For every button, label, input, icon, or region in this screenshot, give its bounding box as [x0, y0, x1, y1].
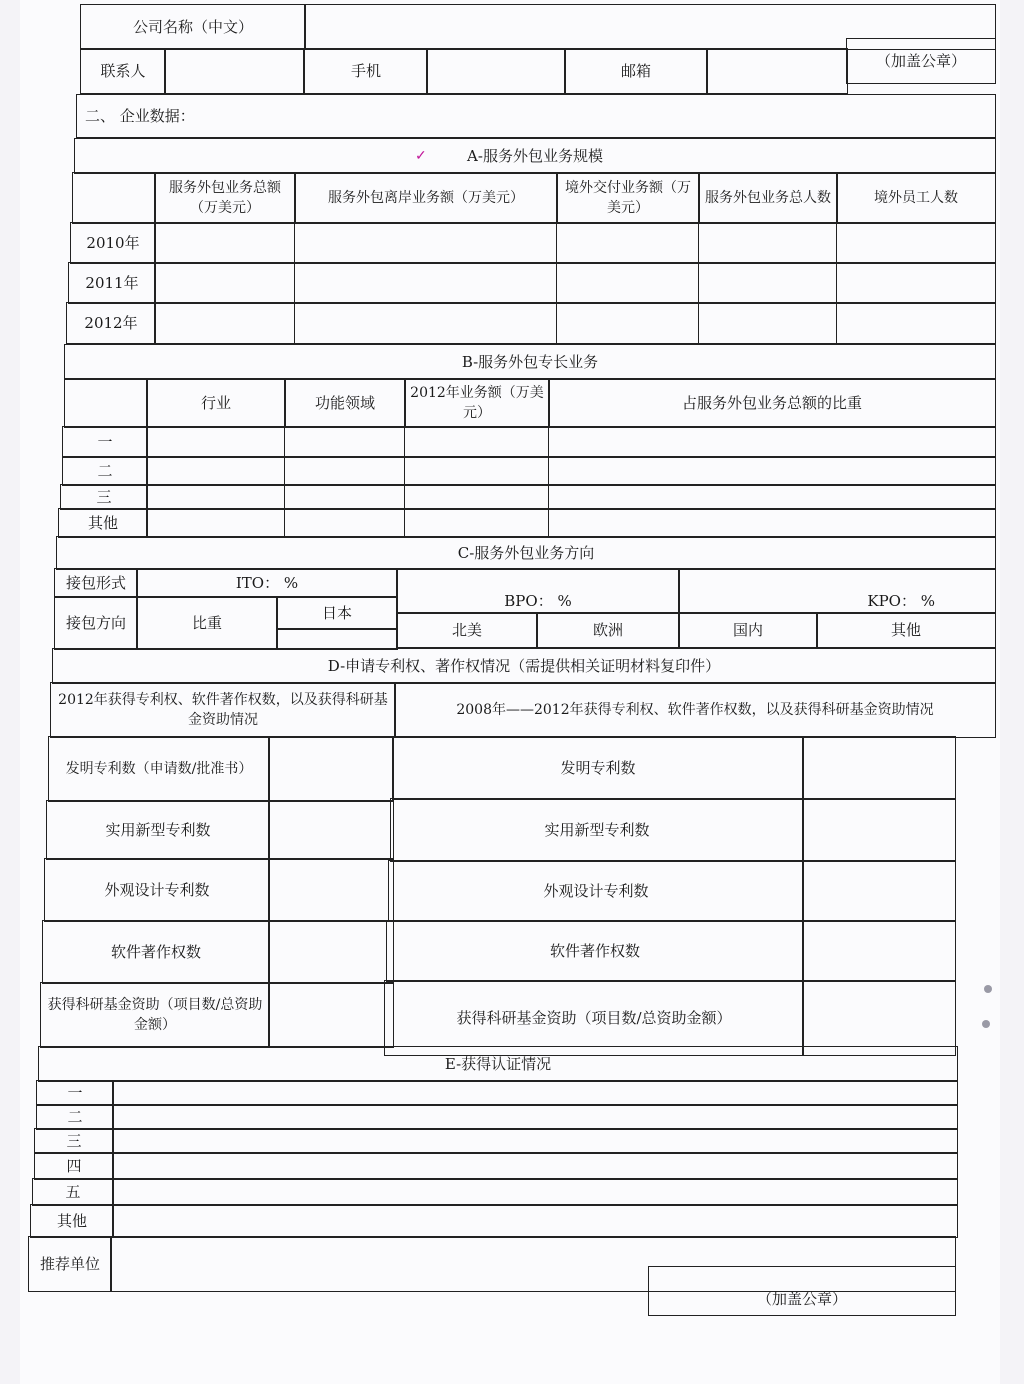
section-a-col-4: 服务外包业务总人数	[698, 172, 838, 224]
section-e-row-1: 一	[36, 1080, 114, 1106]
section-a-col-1: 服务外包业务总额（万美元）	[154, 172, 296, 224]
left-invention-patents-field[interactable]	[268, 736, 394, 802]
contract-form-label: 接包形式	[54, 568, 138, 598]
section-e-row-3-field[interactable]	[112, 1128, 958, 1154]
kpo-field[interactable]	[678, 568, 996, 614]
right-invention-patents-field[interactable]	[802, 736, 956, 800]
section-c-title: C-服务外包业务方向	[56, 536, 996, 570]
binder-hole-mark	[984, 985, 992, 993]
section-b-row-other-fields[interactable]	[146, 508, 996, 538]
section-b-divider-2	[404, 426, 405, 538]
section-e-row-other: 其他	[30, 1204, 114, 1238]
kpo-label: KPO： %	[867, 592, 935, 610]
footer-stamp-note: （加盖公章）	[756, 1290, 847, 1308]
section-b-col-amount: 2012年业务额（万美元）	[404, 378, 550, 428]
contact-label: 联系人	[80, 48, 166, 94]
section-a-col-3: 境外交付业务额（万美元）	[556, 172, 700, 224]
section-e-row-3: 三	[34, 1128, 114, 1154]
form-frame	[20, 0, 1000, 1384]
section-a-corner	[72, 172, 156, 224]
section-d-right-header: 2008年——2012年获得专利权、软件著作权数，以及获得科研基金资助情况	[394, 682, 996, 738]
left-utility-patents-field[interactable]	[268, 800, 394, 860]
section-a-row-2012-fields[interactable]	[154, 302, 996, 344]
section-b-row-3-fields[interactable]	[146, 484, 996, 510]
region-north-america: 北美	[396, 612, 538, 648]
left-research-funding-field[interactable]	[268, 982, 394, 1048]
right-research-funding-label: 获得科研基金资助（项目数/总资助金额）	[384, 980, 804, 1056]
section-b-col-industry: 行业	[146, 378, 286, 428]
bpo-label: BPO： %	[504, 592, 572, 610]
right-utility-patents-label: 实用新型专利数	[390, 798, 804, 862]
contract-direction-label: 接包方向	[54, 596, 138, 650]
section-b-divider-1	[284, 426, 285, 538]
section-e-row-5: 五	[32, 1178, 114, 1206]
section-two-label: 二、 企业数据：	[76, 94, 996, 138]
section-a-divider-2	[556, 222, 557, 344]
binder-hole-mark	[982, 1020, 990, 1028]
section-a-divider-4	[836, 222, 837, 344]
stamp-note: （加盖公章）	[875, 52, 966, 70]
section-b-row-1-fields[interactable]	[146, 426, 996, 458]
section-b-title: B-服务外包专长业务	[64, 344, 996, 380]
stamp-area	[846, 38, 996, 84]
section-d-title: D-申请专利权、著作权情况（需提供相关证明材料复印件）	[52, 648, 996, 684]
section-b-corner	[64, 378, 148, 428]
section-e-row-2-field[interactable]	[112, 1104, 958, 1130]
section-e-row-5-field[interactable]	[112, 1178, 958, 1206]
left-research-funding-label: 获得科研基金资助（项目数/总资助金额）	[40, 982, 270, 1048]
company-name-label: 公司名称（中文）	[80, 4, 306, 50]
right-invention-patents-label: 发明专利数	[392, 736, 804, 800]
footer-stamp-area	[648, 1266, 956, 1316]
region-domestic: 国内	[678, 612, 818, 648]
section-b-row-1: 一	[62, 426, 148, 458]
section-b-col-function: 功能领域	[284, 378, 406, 428]
region-japan-value[interactable]	[276, 628, 398, 650]
right-software-copyright-label: 软件著作权数	[386, 920, 804, 982]
section-a-title: A-服务外包业务规模	[74, 138, 996, 174]
region-other: 其他	[816, 612, 996, 648]
email-label: 邮箱	[564, 48, 708, 94]
mobile-field[interactable]	[426, 48, 566, 94]
section-a-row-2011: 2011年	[68, 262, 156, 304]
left-software-copyright-field[interactable]	[268, 920, 394, 984]
ratio-label: 比重	[136, 596, 278, 650]
email-field[interactable]	[706, 48, 848, 94]
left-software-copyright-label: 软件著作权数	[42, 920, 270, 984]
section-e-row-2: 二	[36, 1104, 114, 1130]
section-a-row-2010-fields[interactable]	[154, 222, 996, 264]
section-a-col-5: 境外员工人数	[836, 172, 996, 224]
left-invention-patents-label: 发明专利数（申请数/批准书）	[48, 736, 270, 802]
region-japan: 日本	[276, 596, 398, 630]
section-a-row-2012: 2012年	[66, 302, 156, 344]
section-e-row-4: 四	[34, 1152, 114, 1180]
section-b-col-ratio: 占服务外包业务总额的比重	[548, 378, 996, 428]
mobile-label: 手机	[304, 48, 428, 94]
left-utility-patents-label: 实用新型专利数	[46, 800, 270, 860]
section-b-divider-3	[548, 426, 549, 538]
right-research-funding-field[interactable]	[802, 980, 956, 1056]
handwritten-tick-mark: ✓	[415, 148, 427, 164]
recommend-unit-label: 推荐单位	[28, 1236, 112, 1292]
section-a-col-2: 服务外包离岸业务额（万美元）	[294, 172, 558, 224]
section-e-row-other-field[interactable]	[112, 1204, 958, 1238]
section-e-row-4-field[interactable]	[112, 1152, 958, 1180]
application-form-page	[20, 0, 1000, 1384]
section-a-row-2011-fields[interactable]	[154, 262, 996, 304]
section-b-row-other: 其他	[58, 508, 148, 538]
right-software-copyright-field[interactable]	[802, 920, 956, 982]
region-europe: 欧洲	[536, 612, 680, 648]
section-a-row-2010: 2010年	[70, 222, 156, 264]
section-e-row-1-field[interactable]	[112, 1080, 958, 1106]
contact-field[interactable]	[164, 48, 304, 94]
right-design-patents-field[interactable]	[802, 860, 956, 922]
section-a-divider-3	[698, 222, 699, 344]
section-b-row-2: 二	[62, 456, 148, 486]
section-b-row-2-fields[interactable]	[146, 456, 996, 486]
ito-field[interactable]	[136, 568, 398, 598]
left-design-patents-label: 外观设计专利数	[44, 858, 270, 922]
right-utility-patents-field[interactable]	[802, 798, 956, 862]
section-d-left-header: 2012年获得专利权、软件著作权数，以及获得科研基金资助情况	[50, 682, 396, 738]
left-design-patents-field[interactable]	[268, 858, 394, 922]
section-a-divider-1	[294, 222, 295, 344]
section-e-title: E-获得认证情况	[38, 1046, 958, 1082]
bpo-field[interactable]	[396, 568, 680, 614]
right-design-patents-label: 外观设计专利数	[388, 860, 804, 922]
section-b-row-3: 三	[60, 484, 148, 510]
ito-label: ITO： %	[235, 574, 299, 592]
